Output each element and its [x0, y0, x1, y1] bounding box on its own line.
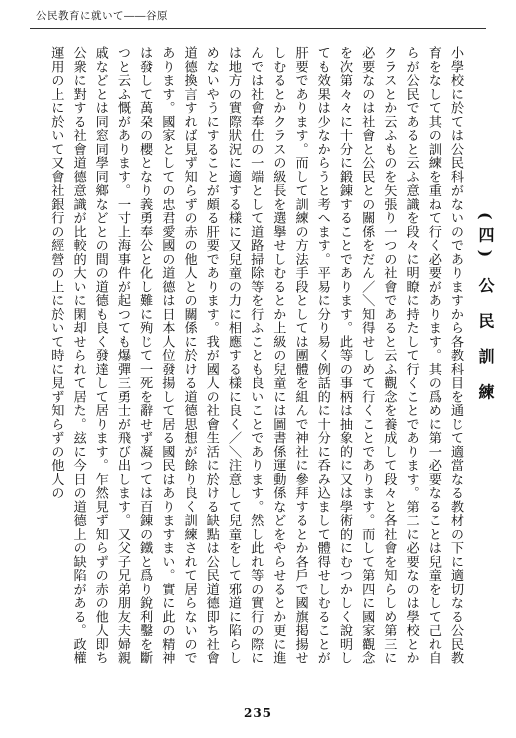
body-text-column-block [26, 46, 466, 678]
running-head: 公民教育に就いて――谷原 [36, 10, 168, 22]
body-paragraph: 小學校に於ては公民科がないのでありますから各教科目を通じて適當なる教材の下に適切なる公民教育をなして其の訓練を重ねて行く必要があります。其の爲めに第一必要なることは兒童をして己れ自らが公民であると云ふ意識を段々に明瞭に持たして行くことであります。第二に必要なのは學校とかクラスとか云ふものを矢張り一つの社會であると云ふ觀念を養成して段々と各社會を知らしめ第三に必要なのは社會と公民との關係をだん／＼知得せしめて行くことであります。而して第四に國家觀念を次第々々に十分に鍛錬することであります。此等の事柄は抽象的に又は學術的にむつかしく說明しても效果は少なからうと考へます。平易に分り易く例話的に十分に呑み込まして體得せしむることが肝要であります。而して訓練の方法手段としては團體を組んで神社に參拜するとか各戶で國旗掲揚せしむるとかクラスの級長を選擧せしむるとか上級の兒童には圖書係運動係などをやらせるとか更に進んでは社會奉仕の一端として道路掃除等を行ふことも良いことであります。然し此れ等の實行の際には地方の實際狀況に適する樣に又兒童の力に相應する樣に良く／＼注意して兒童をして邪道に陷らしめないやうにすることが頗る肝要であります。我が國人の社會生活に於ける缺點は公民道德即ち社會道德換言すれば見ず知らずの赤の他人との關係に於ける道德思想が餘り良く訓練されて居らないのであります。國家としての忠君愛國の道德は日本人位發揚して居る國民はありますまい。實に此の精神は發して萬朶の櫻となり義勇奉公と化し難に殉じて一死を辭せず凝つては百錬の鐵と爲り銳利鑿を斷つと云ふ慨があります。一寸上海事件が起つても爆彈三勇士が飛び出します。又父子兄弟朋友夫婦親戚などとは同窓同學同鄉などとの間の道德も良く發達して居ります。乍然見ず知らずの赤の他人即ち公衆に對する社會道德意識が比較的大いに閑却せられて居た。玆に今日の道德上の缺陷がある。政權運用の上に於いて又會社銀行の經營の上に於いて時に見ず知らずの他人の [48, 46, 463, 665]
header-rule [30, 28, 486, 29]
page-number: 235 [243, 706, 273, 720]
section-heading: (四) 公 民 訓 練 [476, 212, 495, 407]
